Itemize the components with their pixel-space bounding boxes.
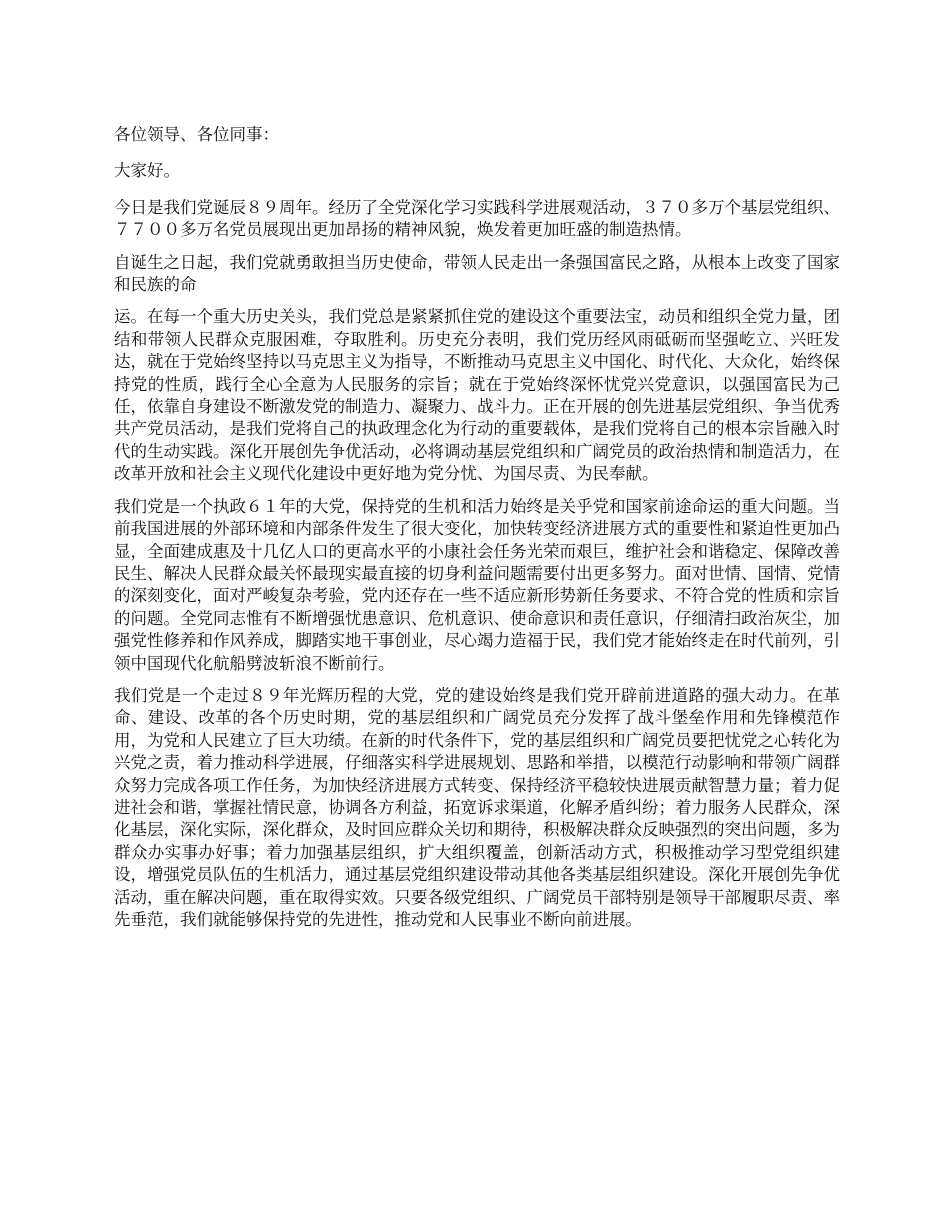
document-page	[114, 124, 840, 941]
paragraph: 今日是我们党诞辰８９周年。经历了全党深化学习实践科学进展观活动，３７０多万个基层党组织、７７００多万名党员展现出更加昂扬的精神风貌，焕发着更加旺盛的制造热情。	[114, 197, 840, 240]
salutation: 各位领导、各位同事：	[114, 125, 279, 144]
paragraph: 自诞生之日起，我们党就勇敢担当历史使命，带领人民走出一条强国富民之路，从根本上改变了国家和民族的命	[114, 252, 840, 295]
paragraph: 我们党是一个走过８９年光辉历程的大党，党的建设始终是我们党开辟前进道路的强大动力。在革命、建设、改革的各个历史时期，党的基层组织和广阔党员充分发挥了战斗堡垒作用和先锋模范作用，为党和人民建立了巨大功绩。在新的时代条件下，党的基层组织和广阔党员要把忧党之心转化为兴党之责，着力推动科学进展，仔细落实科学进展规划、思路和举措，以模范行动影响和带领广阔群众努力完成各项工作任务，为加快经济进展方式转变、保持经济平稳较快进展贡献智慧力量；着力促进社会和谐，掌握社情民意，协调各方利益，拓宽诉求渠道，化解矛盾纠纷；着力服务人民群众，深化基层，深化实际，深化群众，及时回应群众关切和期待，积极解决群众反映强烈的突出问题，多为群众办实事办好事；着力加强基层组织，扩大组织覆盖，创新活动方式，积极推动学习型党组织建设，增强党员队伍的生机活力，通过基层党组织建设带动其他各类基层组织建设。深化开展创先争优活动，重在解决问题，重在取得实效。只要各级党组织、广阔党员干部特别是领导干部履职尽责、率先垂范，我们就能够保持党的先进性，推动党和人民事业不断向前进展。	[114, 685, 840, 929]
paragraph: 我们党是一个执政６１年的大党，保持党的生机和活力始终是关乎党和国家前途命运的重大问题。当前我国进展的外部环境和内部条件发生了很大变化，加快转变经济进展方式的重要性和紧迫性更加凸显，全面建成惠及十几亿人口的更高水平的小康社会任务光荣而艰巨，维护社会和谐稳定、保障改善民生、解决人民群众最关怀最现实最直接的切身利益问题需要付出更多努力。面对世情、国情、党情的深刻变化，面对严峻复杂考验，党内还存在一些不适应新形势新任务要求、不符合党的性质和宗旨的问题。全党同志惟有不断增强忧患意识、危机意识、使命意识和责任意识，仔细清扫政治灰尘，加强党性修养和作风养成，脚踏实地干事创业，尽心竭力造福于民，我们党才能始终走在时代前列，引领中国现代化航船劈波斩浪不断前行。	[114, 496, 840, 673]
greeting: 大家好。	[114, 161, 180, 181]
paragraph: 运。在每一个重大历史关头，我们党总是紧紧抓住党的建设这个重要法宝，动员和组织全党力量，团结和带领人民群众克服困难，夺取胜利。历史充分表明，我们党历经风雨砥砺而坚强屹立、兴旺发达，就在于党始终坚持以马克思主义为指导，不断推动马克思主义中国化、时代化、大众化，始终保持党的性质，践行全心全意为人民服务的宗旨；就在于党始终深怀忧党兴党意识，以强国富民为己任，依靠自身建设不断激发党的制造力、凝聚力、战斗力。正在开展的创先进基层党组织、争当优秀共产党员活动，是我们党将自己的执政理念化为行动的重要载体，是我们党将自己的根本宗旨融入时代的生动实践。深化开展创先争优活动，必将调动基层党组织和广阔党员的政治热情和制造活力，在改革开放和社会主义现代化建设中更好地为党分忧、为国尽责、为民奉献。	[114, 307, 840, 484]
